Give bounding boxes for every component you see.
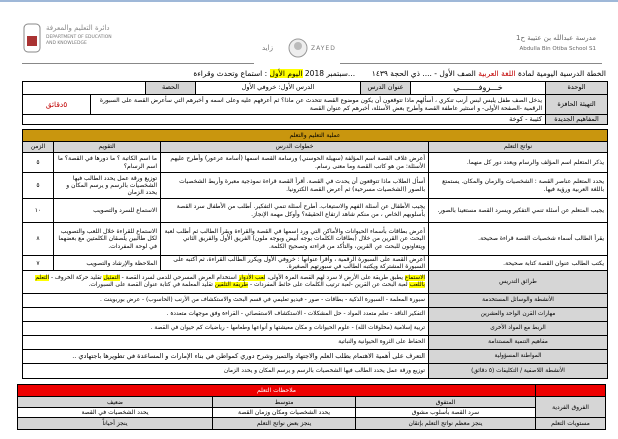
section-row [23,336,608,350]
method-text: لعبة البحث عن القرين -لعبة ترتيب الكلمات على حائط المفردات - [248,282,410,289]
method-text: يطبق طريقة على الأرض لا سرد لهم القصة المرة الأولى، [265,275,405,282]
section-label: مهارات القرن الواحد والعشرين [429,308,608,322]
concepts-value: كئيبة - كوخة [23,115,546,125]
section-row [23,350,608,364]
outcome: يذكر المتعلم اسم المؤلف والرسام ويعدد دور كل منهما. [429,153,608,173]
method: الاستماع [404,275,425,282]
steps: أعرض القصة على السبورة الرقمية ، وأقرأ عنوانها : خروفي الأول ويكرر الطالب القراءة، ثم أكتبه على السبورة المشتركة ويكتبه الطالب في سبورتهم الصغيرة. [161,256,429,271]
learning-notes-table [17,384,606,430]
section-text: توزيع ورقة عمل يحدد الطالب فيها الشخصيات بالرسم و يرسم المكان و يحدد الزمان [23,364,429,379]
method: طريقة التلقين [214,282,249,289]
diff-label: الفروق الفردية [536,397,606,418]
table-row [23,199,608,223]
header-outcomes: نواتج التعلم [429,142,608,153]
portrait-icon [288,38,308,58]
evaluation: توزيع ورقة عمل يحدد الطالب فيها الشخصيات بالرسم و يرسم المكان و يحدد الزمان [54,173,161,199]
header-divider-right [340,63,602,64]
steps: أسأل الطلاب ماذا تتوقعون أن يحدث في القصة. أقرأ القصة قراءة نموذجية معبرة وأربط الشخصيات بالصور (الشخصيات مسرحية) ثم أعرض القصة الكترونيا. [161,173,429,199]
section-text: تربية إسلامية (مخلوقات الله) - علوم الحيوانات و مكان معيشتها و أنواعها وطعامها - رياضيات كم حيوان في القصة . [23,322,429,336]
process-title: عملية التعليم والتعلم [23,130,608,142]
adek-name-en: DEPARTMENT OF EDUCATION [46,35,112,40]
time: ٨ [23,223,54,256]
evaluation: ما اسم الكاتبة ؟ ما دورها في القصة؟ ما اسم الرسام؟ [54,153,161,173]
diff-advanced: سرد القصة بأسلوب مشوق [356,408,536,418]
section-row [23,322,608,336]
header-divider-left [22,63,254,64]
table-row [23,256,608,271]
title-subject: اللغة العربية [478,69,516,78]
section-text: سبورة المعلمة - السبورة الذكية - بطاقات - صور - فيديو تعليمي في قسم البحث والاستكشاف من الأرنب (الحاسوب) - عرض بوربوينت . [23,294,429,308]
diff-average: يحدد الشخصيات ومكان وزمان القصة [213,408,356,418]
section-row [23,271,608,294]
method: التعلم باللعب [35,275,425,289]
table-row [23,173,608,199]
diff-weak: يحدد الشخصيات في القصة [18,408,213,418]
method: التمثيل [103,275,120,282]
steps: يجيب الأطفال عن أسئلة الفهم والاستيعاب. أطرح أسئلة تنمي التفكير. أطلب من الأطفال سرد القصة بأسلوبهم الخاص ، من منكم شاهد ارتفاع الحقيقة؟ وأوكل مهمة الإنجاز. [161,199,429,223]
method: لعب الأدوار [238,275,266,282]
outcome: يكتب الطالب عنوان القصة كتابة صحيحة. [429,256,608,271]
notes-title: ملاحظات التعلم [18,385,536,397]
adek-name-en-2: AND KNOWLEDGE [46,41,87,46]
school-name-ar: مدرسة عبدالله بن عتيبة ح1 [516,34,596,42]
achieve-weak: ينجز أحياناً [18,418,213,430]
achieve-average: ينجز بعض نواتج التعلم [213,418,356,430]
plan-title [193,69,606,78]
section-label: الأنشطة اللاصفية / التكليفات (٥ دقائق) [429,364,608,379]
lesson-value: الدرس الأول: خروفي الأول [196,82,361,95]
evaluation: الملاحظة والإرشاد والتصويب [54,256,161,271]
period-value [23,82,146,95]
section-label: المواطنة المسؤولية [429,350,608,364]
title-prefix: الخطة الدرسية اليومية لمادة [515,69,606,78]
header-evaluation: التقويم [54,142,161,153]
level-weak: ضعيف [18,397,213,408]
lesson-label: عنوان الدرس [361,82,411,95]
outcome: يقرأ الطالب أسماء شخصيات القصة قراءة صحيحة. [429,223,608,256]
levels-label: مستويات التعلم [536,418,606,430]
hook-text: يدخل الصف طفل يلبس لبس أرنب تنكري ، أسألهم ماذا تتوقعون أن يكون موضوع القصة تتحدث عن ماذا؟ ثم أعرفهم عليه وعلى اسمه و أخبرهم التي سأعرض القصة على السبورة الرقمية -الصفحة الأولى- و استثير عاطفة القصة وأطرح بعض الأسئلة، أخبرهم كم عنوان القصة [91,95,546,115]
concepts-label: المفاهيم الجديدة [546,115,608,125]
time: ٧ [23,256,54,271]
school-name [516,34,596,52]
title-day: اليوم الأول [269,69,303,78]
section-label: الربط مع المواد الأخرى [429,322,608,336]
adek-name-ar: دائرة التعليم والمعرفة [46,24,110,32]
section-label: الأنشطة والوسائل المستخدمة [429,294,608,308]
time: ٥ [23,173,54,199]
title-grade: الصف الأول - .... ذي الحجة ١٤٣٩ [371,69,479,78]
section-text: التعرف على أهمية الاهتمام بطلب العلم والاجتهاد والتميز وشرح دوري كمواطن في بناء الإمارات و المساعدة في تطويرها باجتهادي .. [23,350,429,364]
period-label: الحصة [146,82,196,95]
evaluation: الاستماع للسرد والتصويب [54,199,161,223]
title-date: ...سبتمبر 2018 [302,69,356,78]
emblem-icon [22,22,42,54]
section-row [23,364,608,379]
sections-table [22,270,608,379]
process-table [22,129,608,271]
zayed-logo [258,38,338,60]
header-time: الزمن [23,142,54,153]
outcome: يحدد المتعلم عناصر القصة : الشخصيات والزمان والمكان. يستمتع باللغة العربية ورؤية فيها. [429,173,608,199]
teaching-methods [23,271,429,294]
section-row [23,308,608,322]
adek-logo [22,22,122,54]
table-row [23,153,608,173]
steps: أعرض غلاف القصة اسم المؤلفة (سهيلة الحوسني) ورسامة القصة اسمها (أسامة عرعور) وأطرح عليهم الأسئلة: من هو كاتب القصة وما معنى رسام. [161,153,429,173]
table-row [23,223,608,256]
unit-value: خـــروفــــــــي [411,82,546,95]
method-text: تقليد المعلمة في كتابة عنوان القصة على السبورات. [88,282,215,289]
section-text: التفكير الناقد - تعلم متعدد المواد - حل المشكلات - الاستكشاف الاستقصائي - القراءة وفق موجهات متعددة . [23,308,429,322]
method-text: تقليد حركة الخروف - [49,275,104,282]
hook-label: التهيئة الحافزة [546,95,608,115]
zayed-en: ZAYED [311,45,336,52]
section-row [23,294,608,308]
zayed-ar: زايد [262,44,273,52]
info-table [22,81,608,125]
notes-corner [536,385,606,397]
section-label: مفاهيم التنمية المستدامة [429,336,608,350]
header-steps: خطوات الدرس [161,142,429,153]
level-average: متوسط [213,397,356,408]
time: ١٠ [23,199,54,223]
achieve-advanced: ينجز معظم نواتج التعلم بإتقان [356,418,536,430]
section-label: طرائق التدريس [429,271,608,294]
section-text: الحفاظ على الثروة الحيوانية والنباتية [23,336,429,350]
school-name-en: Abdulla Bin Otiba School S1 [519,46,596,52]
method-text: استخدام العرض المسرحي للدمى لسرد القصة - [119,275,239,282]
process-headers [23,142,608,153]
outcome: يجيب المتعلم عن أسئلة تنمي التفكير ويسرد القصة مستعينا بالصور. [429,199,608,223]
unit-label: الوحدة [546,82,608,95]
steps: أعرض بطاقات بأسماء الحيوانات والأماكن التي ورد اسمها في القصة والقراءة ويقرأ الطالب ثم أطلب لعبة البحث عن القرين من خلال (بطاقات الكلمات بوجه أبيض وبوجه ملون) الفريق الأول والفريق الثاني ويتعاونون للبحث عن القرين، والتأكد من قراءته وتصحيح الكلمة. [161,223,429,256]
time: ٥ [23,153,54,173]
title-topic: : استماع وتحدث وقراءة [193,69,270,78]
hook-time: ٥دقائق [23,95,91,115]
document-body [22,81,607,430]
level-advanced: المتفوق [356,397,536,408]
evaluation: الاستماع للقراءة خلال اللعب والتصويب لكل طالبين يلصقان الكلمتين مع بعضهما في لوحة المفردات. [54,223,161,256]
